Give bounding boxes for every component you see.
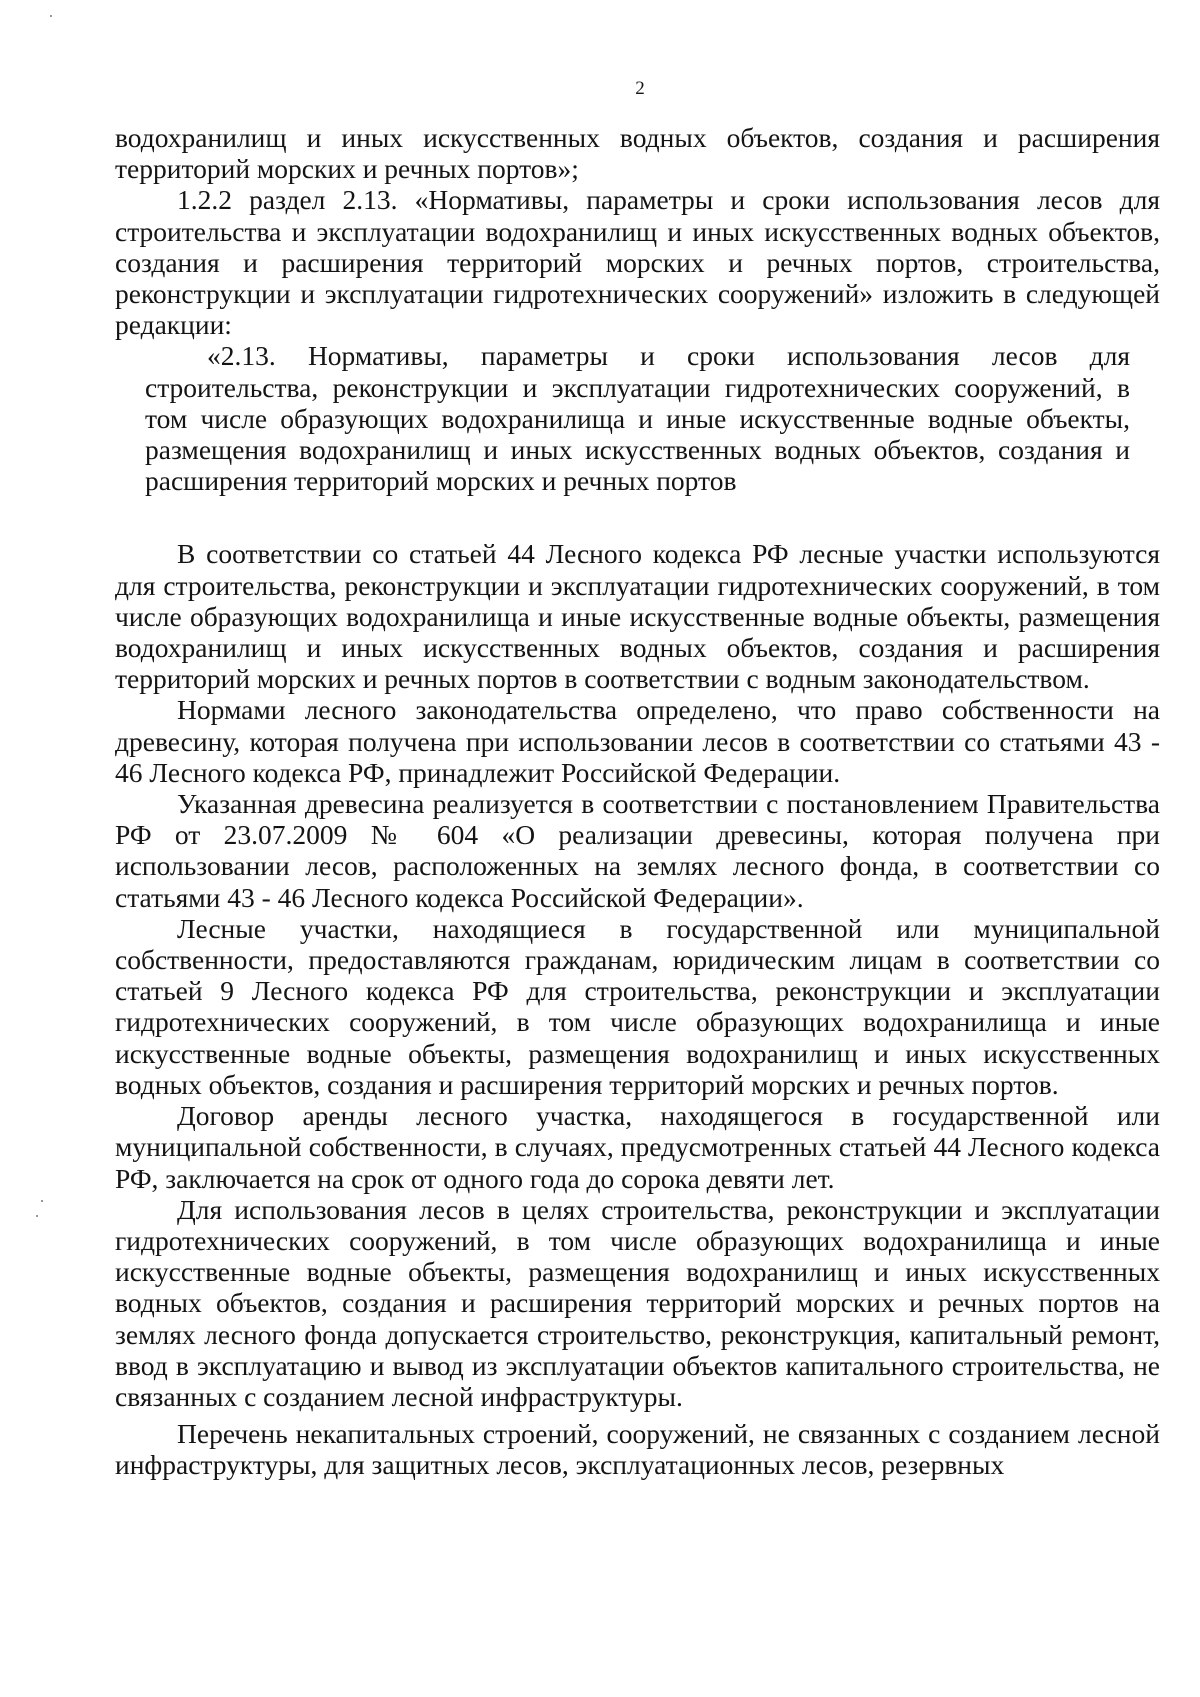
body-paragraph: В соответствии со статьей 44 Лесного кодекса РФ лесные участки используются для строительства, реконструкции и эксплуатации гидротехнических сооружений, в том числе образующих водохранилища и иные искусственные водные объекты, размещения водохранилищ и иных искусственных водных объектов, создания и расширения территорий морских и речных портов в соответствии с водным законодательством. [115,538,1160,695]
document-body [115,122,1160,1481]
body-paragraph: Указанная древесина реализуется в соответствии с постановлением Правительства РФ от 23.07.2009 № 604 «О реализации древесины, которая получена при использовании лесов, расположенных на землях лесного фонда, в соответствии со статьями 43 - 46 Лесного кодекса Российской Федерации». [115,788,1160,913]
body-paragraph: Нормами лесного законодательства определено, что право собственности на древесину, которая получена при использовании лесов в соответствии со статьями 43 - 46 Лесного кодекса РФ, принадлежит Российской Федерации. [115,694,1160,788]
paragraph-amendment: 1.2.2 раздел 2.13. «Нормативы, параметры и сроки использования лесов для строительства и эксплуатации водохранилищ и иных искусственных водных объектов, создания и расширения территорий морских и речных портов, строительства, реконструкции и эксплуатации гидротехнических сооружений» изложить в следующей редакции: [115,184,1160,341]
scan-speck [41,1200,43,1202]
scan-speck [36,1215,38,1217]
body-paragraph: Перечень некапитальных строений, сооружений, не связанных с созданием лесной инфраструктуры, для защитных лесов, эксплуатационных лесов, резервных [115,1418,1160,1481]
section-heading: «2.13. Нормативы, параметры и сроки использования лесов для строительства, реконструкции и эксплуатации гидротехнических сооружений, в том числе образующих водохранилища и иные искусственные водные объекты, размещения водохранилищ и иных искусственных водных объектов, создания и расширения территорий морских и речных портов [145,340,1130,497]
body-paragraph: Лесные участки, находящиеся в государственной или муниципальной собственности, предоставляются гражданам, юридическим лицам в соответствии со статьей 9 Лесного кодекса РФ для строительства, реконструкции и эксплуатации гидротехнических сооружений, в том числе образующих водохранилища и иные искусственные водные объекты, размещения водохранилищ и иных искусственных водных объектов, создания и расширения территорий морских и речных портов. [115,912,1160,1100]
paragraph-continuation: водохранилищ и иных искусственных водных объектов, создания и расширения территорий морских и речных портов»; [115,122,1160,185]
scan-speck [50,15,52,17]
body-paragraph: Договор аренды лесного участка, находящегося в государственной или муниципальной собственности, в случаях, предусмотренных статьей 44 Лесного кодекса РФ, заключается на срок от одного года до сорока девяти лет. [115,1100,1160,1194]
body-paragraph: Для использования лесов в целях строительства, реконструкции и эксплуатации гидротехнических сооружений, в том числе образующих водохранилища и иные искусственные водные объекты, размещения водохранилищ и иных искусственных водных объектов, создания и расширения территорий морских и речных портов на землях лесного фонда допускается строительство, реконструкция, капитальный ремонт, ввод в эксплуатацию и вывод из эксплуатации объектов капитального строительства, не связанных с созданием лесной инфраструктуры. [115,1193,1160,1412]
page-number: 2 [635,78,645,99]
section-gap [115,496,1160,538]
